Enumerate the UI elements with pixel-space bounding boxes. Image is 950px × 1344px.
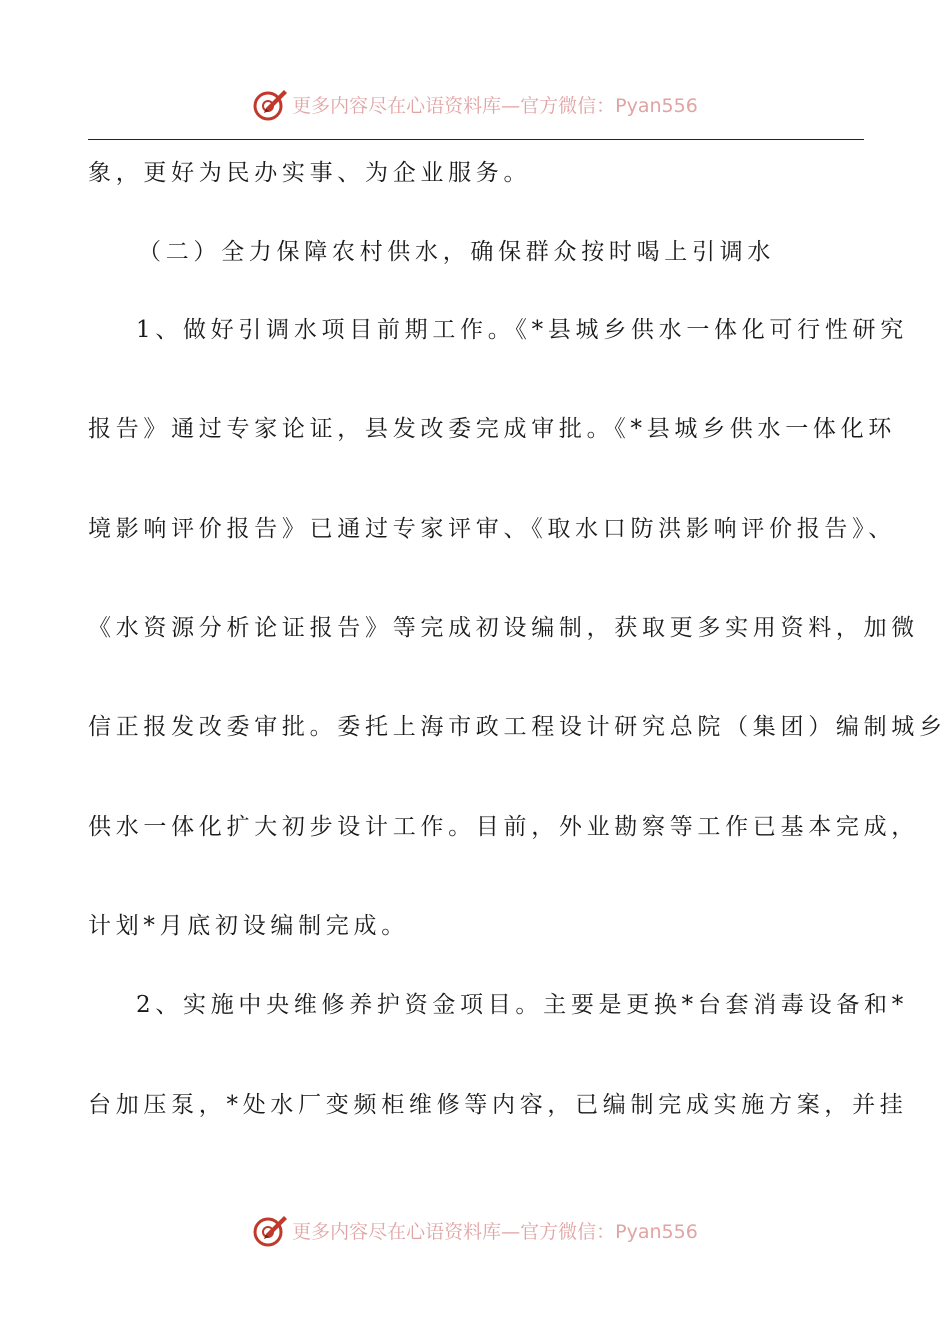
body-line-5: 境影响评价报告》已通过专家评审、《取水口防洪影响评价报告》、 <box>88 516 896 542</box>
body-line-10: 2、实施中央维修养护资金项目。主要是更换*台套消毒设备和* <box>136 992 908 1018</box>
header-watermark <box>0 82 950 126</box>
pen-logo-icon <box>252 1212 288 1248</box>
body-line-6: 《水资源分析论证报告》等完成初设编制，获取更多实用资料，加微 <box>88 615 919 641</box>
section-heading: （二）全力保障农村供水，确保群众按时喝上引调水 <box>138 239 776 265</box>
body-line-8: 供水一体化扩大初步设计工作。目前，外业勘察等工作已基本完成， <box>88 814 919 840</box>
footer-watermark-text: 更多内容尽在心语资料库—官方微信：Pyan556 <box>292 1220 698 1243</box>
pen-logo-icon <box>252 86 288 122</box>
footer-watermark <box>0 1208 950 1252</box>
body-line-4: 报告》通过专家论证，县发改委完成审批。《*县城乡供水一体化环 <box>88 416 896 442</box>
body-line-3: 1、做好引调水项目前期工作。《*县城乡供水一体化可行性研究 <box>136 317 908 343</box>
body-line-1: 象，更好为民办实事、为企业服务。 <box>88 160 532 186</box>
body-line-9: 计划*月底初设编制完成。 <box>88 913 409 939</box>
header-rule <box>88 139 864 140</box>
header-watermark-text: 更多内容尽在心语资料库—官方微信：Pyan556 <box>292 94 698 117</box>
body-line-11: 台加压泵，*处水厂变频柜维修等内容，已编制完成实施方案，并挂 <box>88 1092 908 1118</box>
body-line-7: 信正报发改委审批。委托上海市政工程设计研究总院（集团）编制城乡 <box>88 714 947 740</box>
